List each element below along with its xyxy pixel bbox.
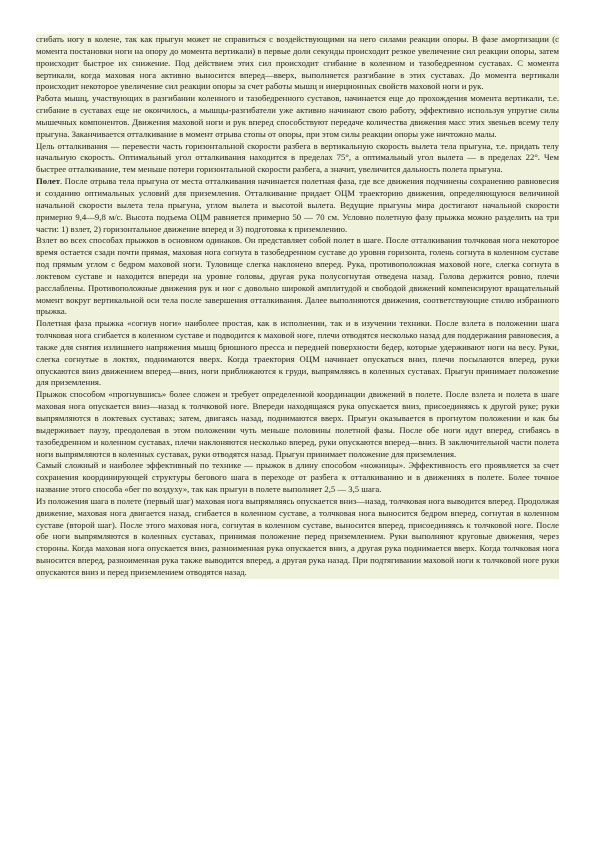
paragraph-text: Цель отталкивания — перевести часть горизонтальной скорости разбега в вертикальную скорость вылета тела прыгуна, т.е. придать телу начальную скорость. Оптимальный угол отталкивания находится в пределах 75°, а оптимальный угол вылета — в пределах 22°. Чем быстрее отталкивание, тем меньше потери горизонтальной скорости разбега, а значит, увеличится дальность полета прыгуна.: [36, 140, 559, 175]
paragraph-text: Работа мышц, участвующих в разгибании коленного и тазобедренного суставов, начинается еще до прохождения момента вертикали, т.е. сгибание в суставах еще не окончилось, а мышцы-разгибатели уже активно начинают свою работу, эффективно используя упругие силы мышечных компонентов. Движения маховой ноги и рук вперед способствуют передаче количества движения масс этих звеньев всему телу прыгуна. Заканчивается отталкивание в момент отрыва стопы от опоры, при этом силы реакции опоры уже ничтожно малы.: [36, 93, 559, 139]
paragraph-bent-legs-style: [36, 318, 559, 389]
paragraph-arched-style: [36, 389, 559, 460]
paragraph-flight: [36, 176, 559, 235]
paragraph-takeoff-goal: [36, 141, 559, 177]
paragraph-text: Взлет во всех способах прыжков в основном одинаков. Он представляет собой полет в шаге. После отталкивания толчковая нога некоторое время остается сзади почти прямая, маховая нога согнута в тазобедренном суставе до уровня горизонта, голень согнута в коленном суставе под прямым углом с бедром маховой ноги. Туловище слегка наклонено вперед. Рука, противоположная маховой ноге, слегка согнута в локтевом суставе и находится впереди на уровне головы, другая рука полусогнутая отведена назад. Голова держится ровно, плечи расслаблены. Противоположные движения рук и ног с довольно широкой амплитудой и свободой движений компенсируют вращательный момент вокруг вертикальной оси тела после завершения отталкивания. Далее выполняются движения, соответствующие стилю избранного прыжка.: [36, 235, 559, 317]
paragraph-text: Самый сложный и наиболее эффективный по технике — прыжок в длину способом «ножницы». Эффективность его проявляется за счет сохранения координирующей структуры бегового шага в переходе от разбега к отталкиванию и в движениях в полете. Более точное название этого способа «бег по воздуху», так как прыгун в полете выполняет 2,5 — 3,5 шага.: [36, 460, 559, 495]
paragraph-text: Прыжок способом «прогнувшись» более сложен и требует определенной координации движений в полете. После взлета и полета в шаге маховая нога опускается вниз—назад к толчковой ноге. Впереди находящаяся рука опускается вниз, присоединяясь к другой руке; руки выпрямляются в локтевых суставах; затем, двигаясь назад, поднимаются вверх. Прыгун оказывается в прогнутом положении и как бы выдерживает паузу, преодолевая в этом положении чуть меньше половины полетной фазы. После обе ноги идут вперед, сгибаясь в тазобедренном и коленном суставах, плечи наклоняются несколько вперед, руки опускаются вперед—вниз. В заключительной части полета ноги выпрямляются в коленных суставах, руки отводятся назад. Прыгун принимает положение для приземления.: [36, 389, 559, 459]
paragraph-text: Полетная фаза прыжка «согнув ноги» наиболее простая, как в исполнении, так и в изучении техники. После взлета в положении шага толчковая нога сгибается в коленном суставе и подводится к маховой ноге, плечи отводятся несколько назад для поддержания равновесия, а также для снятия излишнего напряжения мышц брюшного пресса и передней поверхности бедер, которые удерживают ноги на весу. Руки, слегка согнутые в локтях, поднимаются вверх. Когда траектория ОЦМ начинает опускаться вниз, плечи посылаются вперед, руки опускаются вниз движением вперед—вниз, ноги приближаются к груди, выпрямляясь в коленных суставах. Прыгун принимает положение для приземления.: [36, 318, 559, 388]
paragraph-text: Из положения шага в полете (первый шаг) маховая нога выпрямляясь опускается вниз—назад, толчковая нога выводится вперед. Продолжая движение, маховая нога двигается назад, сгибается в коленном суставе, а толчковая нога выносится бедром вперед, согнутая в коленном суставе (второй шаг). После этого маховая нога, согнутая в коленном суставе, выносится вперед, присоединяясь к толчковой ноге. После обе ноги выпрямляются в коленных суставах, принимая положение перед приземлением. Руки выполняют круговые движения, через стороны. Когда маховая нога опускается вниз, разноименная рука опускается вниз, а другая рука поднимается вверх. Когда толчковая нога выносится вперед, разноименная рука также выводится вперед, а другая рука назад. При подтягивании маховой ноги к толчковой ноге руки опускаются вниз и перед приземлением отводятся назад.: [36, 495, 559, 577]
paragraph-amortization: [36, 34, 559, 93]
paragraph-text: . После отрыва тела прыгуна от места отталкивания начинается полетная фаза, где все движения подчинены сохранению равновесия и созданию оптимальных условий для приземления. Отталкивание придает ОЦМ траекторию движения, определяющуюся величиной начальной скорости вылета тела прыгуна, углом вылета и высотой вылета. Ведущие прыгуны мира достигают начальной скорости примерно 9,4—9,8 м/с. Высота подъема ОЦМ равняется примерно 50 — 70 см. Условно полетную фазу прыжка можно разделить на три части: 1) взлет, 2) горизонтальное движение вперед и 3) подготовка к приземлению.: [36, 176, 559, 234]
paragraph-muscle-work: [36, 93, 559, 140]
paragraph-rise: [36, 235, 559, 318]
paragraph-scissors-steps: [36, 496, 559, 579]
paragraph-text: сгибать ногу в колене, так как прыгун может не справиться с воздействующими на него силами реакции опоры. В фазе амортизации (с момента постановки ноги на опору до момента вертикали) в первые доли секунды происходит резкое увеличение сил реакции опоры, затем происходит быстрое их снижение. Под действием этих сил происходит сгибание в коленном и тазобедренном суставах. С момента вертикали, когда маховая нога активно выносится вперед—вверх, выполняется разгибание в этих суставах. До момента вертикали происходит некоторое увеличение сил реакции опоры за счет работы мышц и инерционных свойств маховой ноги и рук.: [36, 34, 559, 92]
paragraph-scissors-style: [36, 460, 559, 496]
paragraph-heading-flight: Полет: [36, 176, 60, 187]
